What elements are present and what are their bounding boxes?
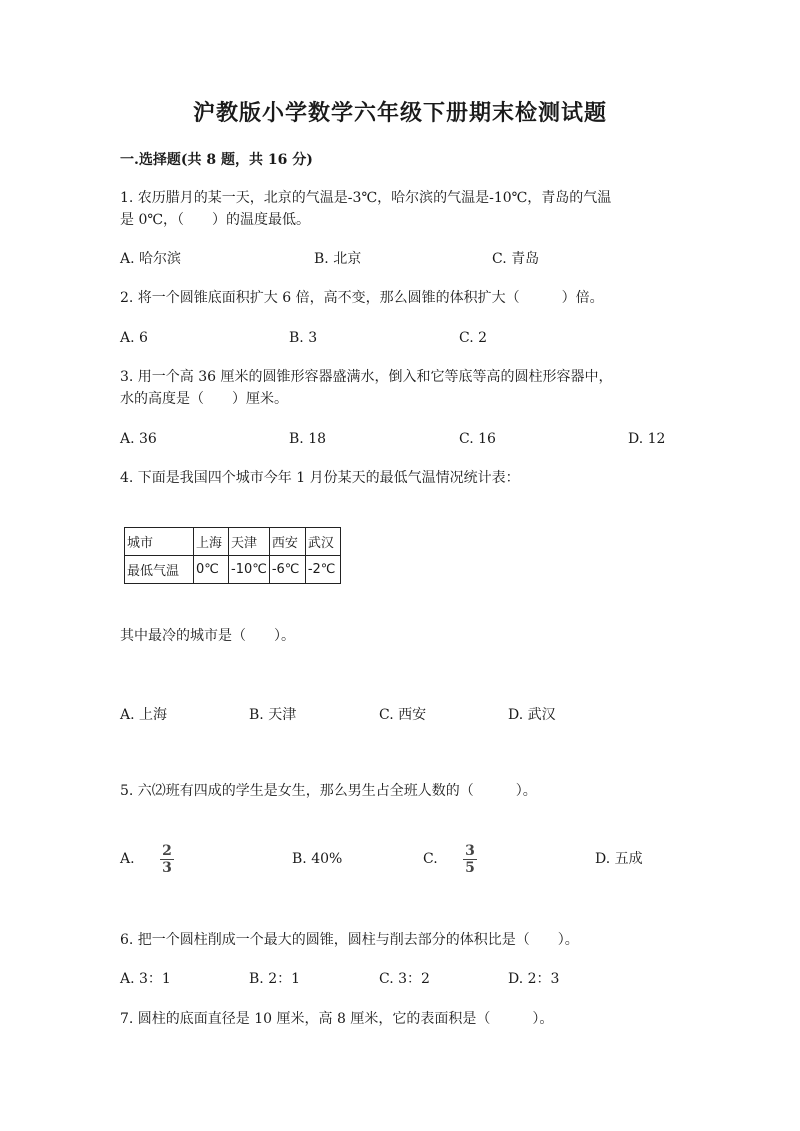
q1-option-c[interactable]: C. 青岛 xyxy=(492,251,540,267)
table-cell: 武汉 xyxy=(305,528,340,556)
q2-option-b[interactable]: B. 3 xyxy=(289,330,318,346)
fraction-numerator: 2 xyxy=(160,843,174,860)
fraction-denominator: 5 xyxy=(465,860,475,876)
q5-option-a-label[interactable]: A. xyxy=(120,851,135,867)
q5-option-d[interactable]: D. 五成 xyxy=(595,851,643,867)
table-cell: 上海 xyxy=(194,528,229,556)
question-1-text: 1. 农历腊月的某一天，北京的气温是-3℃，哈尔滨的气温是-10℃，青岛的气温 xyxy=(120,190,612,206)
table-cell: 西安 xyxy=(269,528,305,556)
q4-option-d[interactable]: D. 武汉 xyxy=(508,707,556,723)
question-3-text: 3. 用一个高 36 厘米的圆锥形容器盛满水，倒入和它等底等高的圆柱形容器中， xyxy=(120,369,613,385)
q2-option-a[interactable]: A. 6 xyxy=(120,330,148,346)
table-cell: 0℃ xyxy=(194,556,229,584)
table-cell: -10℃ xyxy=(229,556,270,584)
q5-option-a-fraction xyxy=(160,843,174,876)
question-4-text: 4. 下面是我国四个城市今年 1 月份某天的最低气温情况统计表： xyxy=(120,470,520,486)
q6-option-c[interactable]: C. 3：2 xyxy=(379,971,430,987)
table-cell: 城市 xyxy=(125,528,194,556)
table-cell: -6℃ xyxy=(269,556,305,584)
q4-option-c[interactable]: C. 西安 xyxy=(379,707,427,723)
section-heading: 一.选择题(共 8 题，共 16 分) xyxy=(120,152,313,168)
q5-option-b[interactable]: B. 40% xyxy=(292,851,343,867)
question-5-text: 5. 六⑵班有四成的学生是女生，那么男生占全班人数的（ ）。 xyxy=(120,783,537,799)
page-title: 沪教版小学数学六年级下册期末检测试题 xyxy=(192,100,607,126)
question-3-text-cont: 水的高度是（ ）厘米。 xyxy=(120,391,288,407)
q6-option-d[interactable]: D. 2：3 xyxy=(508,971,560,987)
q5-option-c-label[interactable]: C. xyxy=(423,851,438,867)
q1-option-a[interactable]: A. 哈尔滨 xyxy=(120,251,182,267)
q3-option-d[interactable]: D. 12 xyxy=(628,431,666,447)
table-cell: -2℃ xyxy=(305,556,340,584)
question-2-text: 2. 将一个圆锥底面积扩大 6 倍，高不变，那么圆锥的体积扩大（ ）倍。 xyxy=(120,290,604,306)
q6-option-b[interactable]: B. 2：1 xyxy=(249,971,301,987)
question-7-text: 7. 圆柱的底面直径是 10 厘米，高 8 厘米，它的表面积是（ ）。 xyxy=(120,1011,554,1027)
q4-option-a[interactable]: A. 上海 xyxy=(120,707,168,723)
table-cell: 天津 xyxy=(229,528,270,556)
temperature-table xyxy=(124,527,341,584)
q5-option-c-fraction xyxy=(463,843,477,876)
question-4-prompt: 其中最冷的城市是（ ）。 xyxy=(120,628,295,644)
table-cell: 最低气温 xyxy=(125,556,194,584)
q3-option-c[interactable]: C. 16 xyxy=(459,431,496,447)
q3-option-b[interactable]: B. 18 xyxy=(289,431,327,447)
q1-option-b[interactable]: B. 北京 xyxy=(314,251,362,267)
question-6-text: 6. 把一个圆柱削成一个最大的圆锥，圆柱与削去部分的体积比是（ ）。 xyxy=(120,932,579,948)
q4-option-b[interactable]: B. 天津 xyxy=(249,707,297,723)
fraction-denominator: 3 xyxy=(162,860,172,876)
question-1-text-cont: 是 0℃，（ ）的温度最低。 xyxy=(120,212,311,228)
table-header-row xyxy=(125,528,341,556)
fraction-numerator: 3 xyxy=(463,843,477,860)
q6-option-a[interactable]: A. 3：1 xyxy=(120,971,171,987)
table-row xyxy=(125,556,341,584)
q3-option-a[interactable]: A. 36 xyxy=(120,431,157,447)
q2-option-c[interactable]: C. 2 xyxy=(459,330,488,346)
